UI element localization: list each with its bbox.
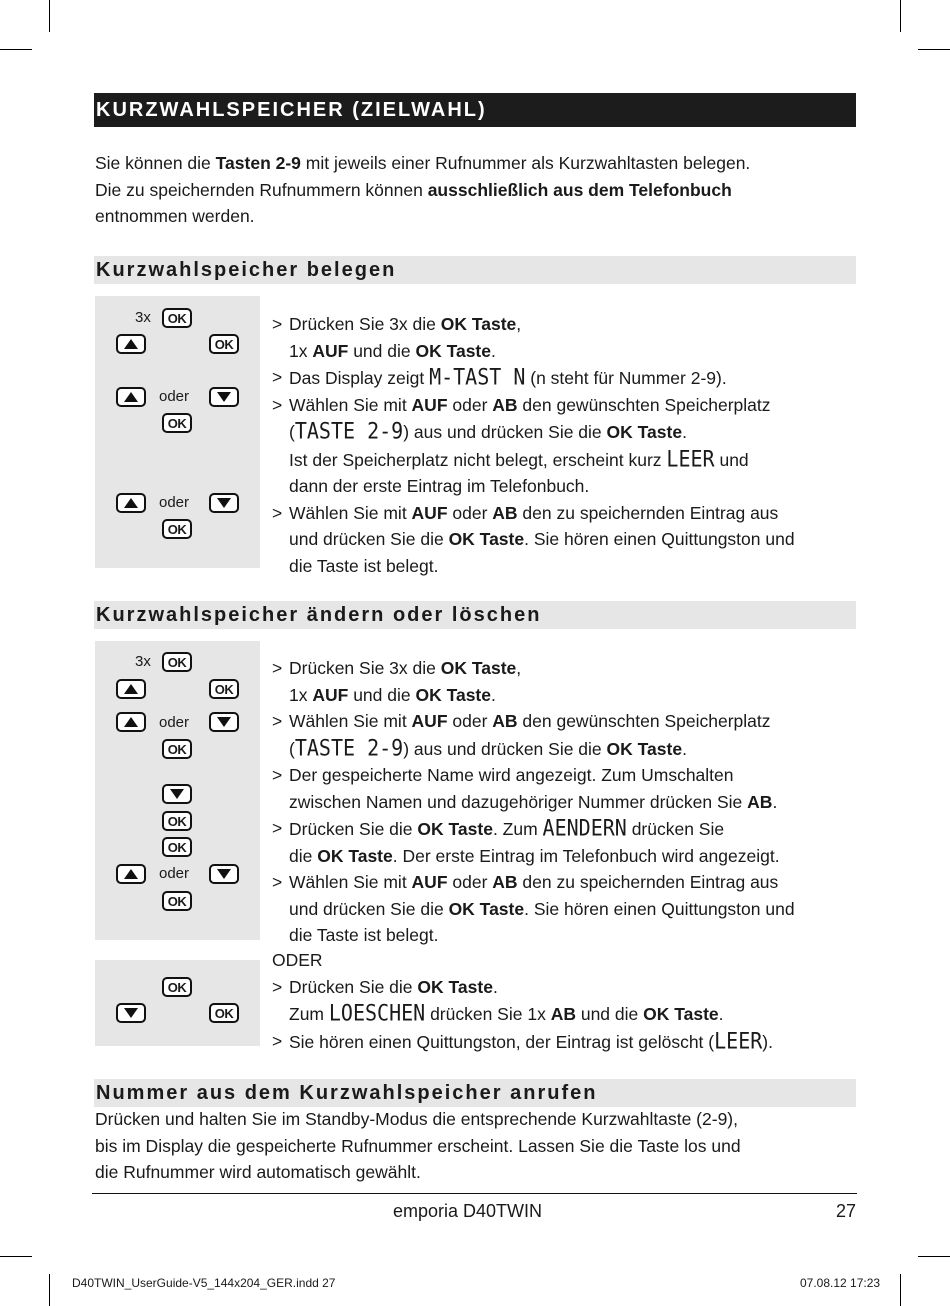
text-line (289, 526, 862, 553)
instruction-step (272, 1028, 862, 1056)
step-marker: > (272, 976, 283, 997)
step-marker: > (272, 1030, 283, 1051)
intro-paragraph (95, 150, 855, 230)
ok-key-icon: OK (162, 739, 192, 759)
step-marker: > (272, 314, 283, 334)
crop-mark (0, 49, 32, 50)
text-run: Ist der Speicherplatz nicht belegt, erscheint kurz (289, 449, 667, 470)
text-line (289, 418, 862, 446)
oder-label: oder (159, 865, 190, 882)
text-run: Das Display zeigt (289, 368, 430, 388)
text-run: den zu speichernden Eintrag aus (517, 502, 779, 523)
text-run: zwischen Namen und dazugehöriger Nummer drücken Sie (289, 791, 748, 812)
text-run: Drücken Sie 3x die (289, 314, 441, 334)
step-marker: > (272, 502, 283, 523)
text-line (289, 473, 862, 500)
instruction-step (272, 869, 862, 949)
text-run: . (718, 1004, 724, 1024)
text-line (289, 789, 862, 816)
steps-aendern (272, 655, 862, 949)
text-run: ) aus und drücken Sie die (403, 738, 607, 759)
ok-key-icon: OK (209, 1003, 239, 1023)
text-run: . Der erste Eintrag im Telefonbuch wird angezeigt. (392, 845, 780, 866)
text-run: 1x (289, 684, 313, 705)
text-run: . (682, 422, 687, 442)
bold-term: OK Taste (415, 340, 491, 361)
display-text: TASTE 2-9 (294, 417, 404, 445)
text-run: ). (762, 1031, 773, 1052)
bold-term: OK Taste (448, 898, 525, 919)
text-line (289, 922, 862, 949)
text-run: Wählen Sie mit (289, 502, 412, 523)
key-panel-loeschen (95, 960, 260, 1046)
ok-key-icon: OK (162, 519, 192, 539)
text-run: Wählen Sie mit (289, 711, 412, 731)
bold-term: AB (492, 502, 518, 523)
crop-mark (49, 1274, 50, 1306)
up-key-icon (116, 864, 146, 884)
text-line (95, 177, 855, 204)
text-line: die Rufnummer wird automatisch gewählt. (95, 1162, 421, 1182)
oder-label: oder (159, 388, 190, 405)
bold-term: OK Taste (643, 1004, 719, 1024)
bold-term: ausschließlich aus dem Telefonbuch (427, 179, 732, 200)
bold-term: AUF (312, 684, 349, 705)
text-run: und drücken Sie die (289, 529, 449, 549)
text-line (289, 708, 862, 735)
step-marker: > (272, 818, 283, 838)
crop-mark (918, 49, 950, 50)
text-run: den zu speichernden Eintrag aus (517, 872, 779, 892)
text-run: oder (447, 872, 493, 892)
text-run: . Zum (492, 819, 543, 839)
footer-rule (92, 1193, 857, 1194)
crop-mark (900, 1274, 901, 1306)
text-line (289, 1028, 862, 1056)
bold-term: Tasten 2-9 (215, 153, 301, 173)
text-run: den gewünschten Speicherplatz (517, 711, 771, 731)
bold-term: AUF (411, 872, 448, 892)
text-line (289, 869, 862, 896)
bold-term: AUF (411, 502, 448, 523)
text-run: ( (289, 422, 295, 442)
text-run: die (289, 845, 318, 866)
text-run: den gewünschten Speicherplatz (517, 394, 771, 415)
text-run: . (491, 684, 496, 705)
instruction-step (272, 974, 862, 1028)
bold-term: AB (492, 711, 518, 731)
instruction-step (272, 392, 862, 500)
up-key-icon (116, 493, 146, 513)
text-run: Wählen Sie mit (289, 872, 412, 892)
bold-term: AUF (411, 394, 448, 415)
text-line (289, 553, 862, 580)
bold-term: OK Taste (448, 529, 525, 549)
oder-divider: ODER (272, 950, 323, 970)
text-run: drücken Sie 1x (425, 1004, 551, 1024)
bold-term: AB (492, 394, 518, 415)
bold-term: OK Taste (606, 422, 683, 442)
instruction-step (272, 311, 862, 364)
text-run: und die (348, 340, 416, 361)
bold-term: OK Taste (415, 684, 491, 705)
text-run: und die (348, 684, 416, 705)
step-marker: > (272, 872, 283, 892)
text-run: . (682, 738, 687, 759)
display-text: M-TAST N (429, 363, 526, 391)
text-run: Drücken Sie die (289, 819, 418, 839)
bold-term: AUF (411, 711, 448, 731)
text-run: und die (575, 1004, 644, 1024)
text-run: und (714, 449, 749, 470)
display-text: LEER (714, 1027, 763, 1054)
text-line (289, 655, 862, 682)
text-line (289, 311, 862, 338)
down-key-icon (116, 1003, 146, 1023)
text-run: drücken Sie (626, 819, 725, 839)
text-run: Der gespeicherte Name wird angezeigt. Zum Umschalten (289, 765, 734, 785)
text-line (289, 843, 862, 870)
slug-filename: D40TWIN_UserGuide-V5_144x204_GER.indd 27 (72, 1276, 336, 1290)
oder-label: oder (159, 494, 190, 511)
step-marker: > (272, 711, 283, 731)
display-text: AENDERN (542, 814, 627, 842)
text-line (95, 203, 855, 230)
bold-term: OK Taste (417, 976, 493, 997)
down-key-icon (162, 784, 192, 804)
steps-belegen (272, 311, 862, 579)
ok-key-icon: OK (209, 679, 239, 699)
display-text: LOESCHEN (328, 999, 426, 1027)
section-title-aendern: Kurzwahlspeicher ändern oder löschen (94, 601, 856, 629)
display-text: TASTE 2-9 (294, 734, 404, 761)
text-line (289, 974, 862, 1001)
ok-key-icon: OK (162, 652, 192, 672)
text-line (289, 364, 862, 392)
display-text: LEER (666, 445, 715, 472)
down-key-icon (209, 864, 239, 884)
text-line: bis im Display die gespeicherte Rufnummer erscheint. Lassen Sie die Taste los und (95, 1135, 741, 1156)
slug-date: 07.08.12 17:23 (800, 1276, 881, 1290)
ok-key-icon: OK (162, 413, 192, 433)
text-line (289, 762, 862, 789)
text-run: oder (447, 711, 493, 731)
step-marker: > (272, 367, 283, 387)
ok-key-icon: OK (162, 891, 192, 911)
text-run: Drücken Sie die (289, 976, 418, 997)
text-run: dann der erste Eintrag im Telefonbuch. (289, 476, 590, 496)
bold-term: AB (550, 1004, 576, 1024)
text-run: . (492, 976, 498, 997)
text-run: Wählen Sie mit (289, 394, 412, 415)
up-key-icon (116, 387, 146, 407)
ok-key-icon: OK (209, 334, 239, 354)
ok-key-icon: OK (162, 308, 192, 328)
key-panel-belegen (95, 296, 260, 568)
key-panel-aendern (95, 641, 260, 940)
footer-brand: emporia D40TWIN (393, 1201, 543, 1221)
bold-term: AB (747, 791, 773, 812)
text-line (289, 446, 862, 474)
text-line (289, 1000, 862, 1028)
text-run: Sie hören einen Quittungston, der Eintrag ist gelöscht ( (289, 1031, 715, 1052)
ok-key-icon: OK (162, 811, 192, 831)
text-run: , (516, 314, 522, 334)
text-run: oder (447, 394, 493, 415)
bold-term: OK Taste (440, 314, 517, 334)
text-run: oder (447, 502, 493, 523)
text-run: Zum (289, 1004, 329, 1024)
down-key-icon (209, 712, 239, 732)
text-run: ) aus und drücken Sie die (403, 422, 607, 442)
ok-key-icon: OK (162, 837, 192, 857)
text-line (289, 338, 862, 365)
page-number: 27 (836, 1201, 857, 1221)
section-title-anrufen: Nummer aus dem Kurzwahlspeicher anrufen (94, 1079, 856, 1107)
anrufen-paragraph (95, 1106, 855, 1186)
text-line (95, 150, 855, 177)
instruction-step (272, 500, 862, 580)
crop-mark (900, 0, 901, 32)
instruction-step (272, 364, 862, 392)
crop-mark (918, 1256, 950, 1257)
crop-mark (49, 0, 50, 32)
text-line: Drücken und halten Sie im Standby-Modus die entsprechende Kurzwahltaste (2-9), (95, 1109, 738, 1129)
instruction-step (272, 708, 862, 762)
step-marker: > (272, 394, 283, 415)
up-key-icon (116, 712, 146, 732)
text-run: Drücken Sie 3x die (289, 658, 441, 678)
down-key-icon (209, 387, 239, 407)
text-run: die Taste ist belegt. (289, 925, 439, 945)
text-run: 1x (289, 340, 313, 361)
down-key-icon (209, 493, 239, 513)
bold-term: OK Taste (317, 845, 393, 866)
text-run: Sie können die (95, 153, 216, 173)
text-line (289, 815, 862, 843)
text-run: . (491, 340, 496, 361)
bold-term: AUF (312, 340, 349, 361)
text-run: . (772, 791, 778, 812)
text-line (289, 682, 862, 709)
text-run: . Sie hören einen Quittungston und (524, 898, 795, 919)
text-run: Die zu speichernden Rufnummern können (95, 179, 428, 200)
text-line (289, 500, 862, 527)
crop-mark (0, 1256, 32, 1257)
step-marker: > (272, 658, 283, 678)
text-line (289, 392, 862, 419)
text-run: . Sie hören einen Quittungston und (524, 529, 795, 549)
text-run: , (516, 658, 522, 678)
steps-loeschen-list (272, 974, 862, 1056)
text-run: mit jeweils einer Rufnummer als Kurzwahltasten belegen. (300, 153, 751, 173)
text-run: entnommen werden. (95, 206, 255, 226)
text-run: die Taste ist belegt. (289, 555, 439, 576)
times-label: 3x (135, 309, 151, 326)
times-label: 3x (135, 653, 151, 670)
ok-key-icon: OK (162, 977, 192, 997)
steps-loeschen (272, 947, 862, 1055)
bold-term: OK Taste (606, 738, 683, 759)
text-line (289, 896, 862, 923)
up-key-icon (116, 679, 146, 699)
instruction-step (272, 815, 862, 869)
text-run: und drücken Sie die (289, 898, 449, 919)
up-key-icon (116, 334, 146, 354)
bold-term: AB (492, 872, 518, 892)
bold-term: OK Taste (417, 819, 493, 839)
step-marker: > (272, 765, 283, 785)
text-run: (n steht für Nummer 2-9). (525, 368, 727, 388)
instruction-step (272, 655, 862, 708)
instruction-step (272, 762, 862, 815)
oder-label: oder (159, 714, 190, 731)
text-run: ( (289, 738, 295, 759)
page-title: KURZWAHLSPEICHER (ZIELWAHL) (94, 93, 856, 127)
section-title-belegen: Kurzwahlspeicher belegen (94, 256, 856, 284)
text-line (289, 735, 862, 763)
bold-term: OK Taste (440, 658, 517, 678)
